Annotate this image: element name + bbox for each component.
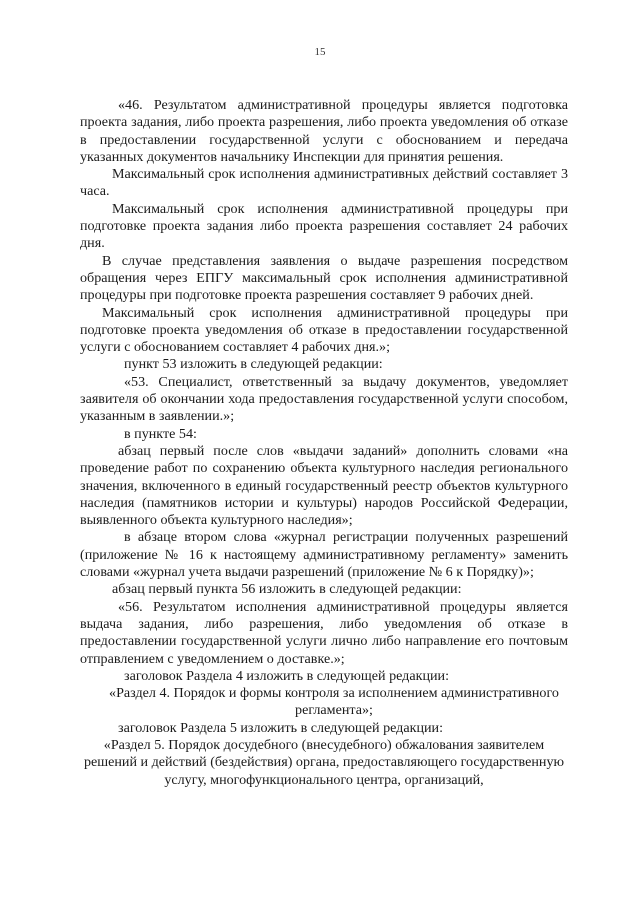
paragraph-54-second: в абзаце втором слова «журнал регистрации полученных разрешений (приложение № 16 к настоящему административному регламенту» заменить словами «журнал учета выдачи разрешений (приложение № 6 к Порядку)»; <box>80 529 568 581</box>
paragraph-56-text: «56. Результатом исполнения административной процедуры является выдача задания, либо разрешения, либо уведомления об отказе в предоставлении государственной услуги лично либо направление его почтовым отправлением с уведомлением о доставке.»; <box>80 598 568 667</box>
paragraph-max-time-refusal: Максимальный срок исполнения административной процедуры при подготовке проекта уведомления об отказе в предоставлении государственной услуги с обоснованием составляет 4 рабочих дня.»; <box>80 304 568 356</box>
document-body <box>80 97 568 789</box>
paragraph-max-time-draft: Максимальный срок исполнения административной процедуры при подготовке проекта задания либо проекта разрешения составляет 24 рабочих дня. <box>80 200 568 252</box>
paragraph-epgu-case: В случае представления заявления о выдаче разрешения посредством обращения через ЕПГУ максимальный срок исполнения административной процедуры при подготовке проекта разрешения составляет 9 рабочих дней. <box>80 252 568 304</box>
paragraph-item-54-intro: в пункте 54: <box>124 425 197 442</box>
paragraph-max-time-actions: Максимальный срок исполнения административных действий составляет 3 часа. <box>80 166 568 200</box>
paragraph-item-53-intro: пункт 53 изложить в следующей редакции: <box>124 356 383 373</box>
paragraph-item-56-intro: абзац первый пункта 56 изложить в следующей редакции: <box>112 581 462 598</box>
section-4-heading: «Раздел 4. Порядок и формы контроля за исполнением административного регламента»; <box>109 685 559 719</box>
paragraph-54-first: абзац первый после слов «выдачи заданий» дополнить словами «на проведение работ по сохранению объекта культурного наследия регионального значения, включенного в единый государственный реестр объектов культурного наследия (памятников истории и культуры) народов Российской Федерации, выявленного объекта культурного наследия»; <box>80 442 568 529</box>
paragraph-section-5-intro: заголовок Раздела 5 изложить в следующей редакции: <box>118 719 444 736</box>
paragraph-46-result: «46. Результатом административной процедуры является подготовка проекта задания, либо проекта разрешения, либо проекта уведомления об отказе в предоставлении государственной услуги с обоснованием и передача указанных документов начальнику Инспекции для принятия решения. <box>80 97 568 165</box>
page-number: 15 <box>314 46 326 58</box>
paragraph-section-4-intro: заголовок Раздела 4 изложить в следующей редакции: <box>124 667 450 684</box>
section-5-heading: «Раздел 5. Порядок досудебного (внесудебного) обжалования заявителем решений и действий (бездействия) органа, предоставляющего государственную услугу, многофункционального центра, организаций, <box>83 736 565 788</box>
paragraph-53-text: «53. Специалист, ответственный за выдачу документов, уведомляет заявителя об окончании хода предоставления государственной услуги способом, указанным в заявлении.»; <box>80 373 568 425</box>
